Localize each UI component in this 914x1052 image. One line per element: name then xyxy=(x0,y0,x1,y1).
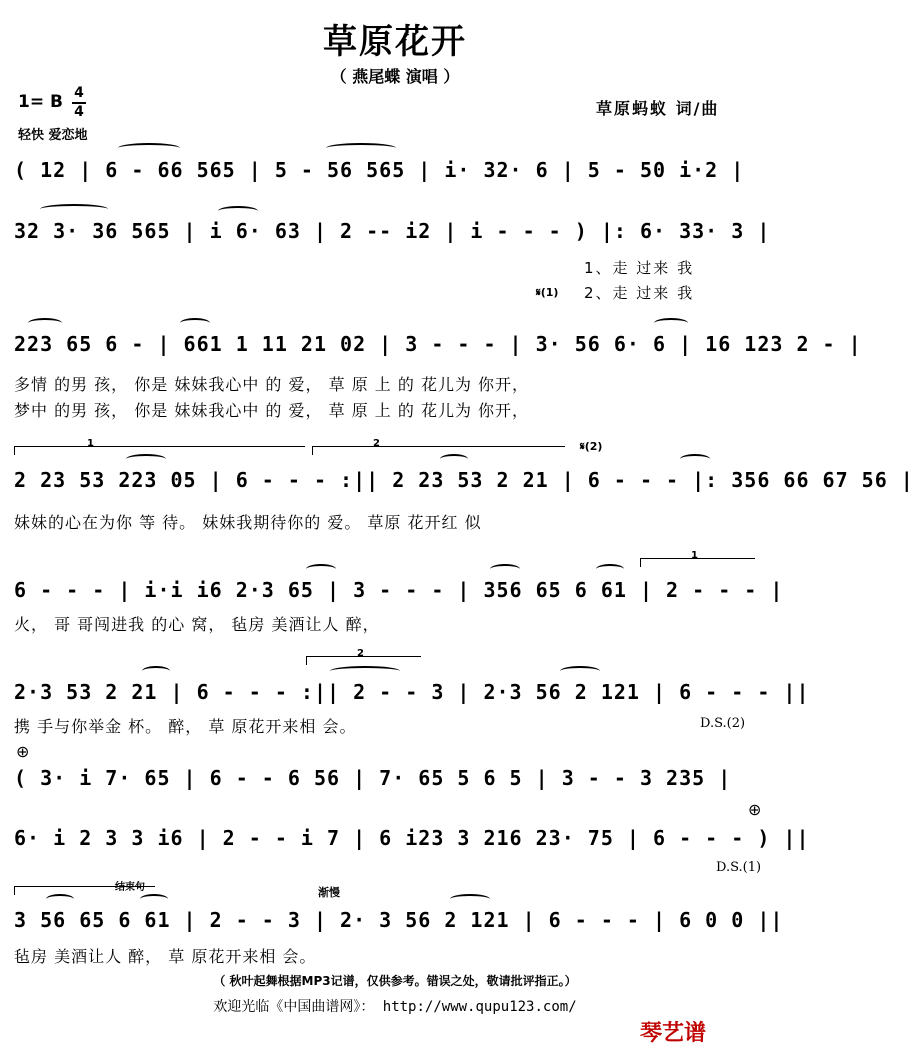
slur-mark xyxy=(218,206,258,216)
slur-mark xyxy=(654,318,688,328)
logo-brand: 琴艺谱 xyxy=(640,1021,707,1046)
slur-mark xyxy=(126,454,166,464)
lyric-line: 毡房 美酒让人 醉， 草 原花开来相 会。 xyxy=(14,947,317,966)
volta-bracket-2: 2 xyxy=(312,446,565,455)
lyric-line: 梦中 的男 孩， 你是 妹妹我心中 的 爱， 草 原 上 的 花儿为 你开， xyxy=(14,401,530,420)
lyric-line: 火， 哥 哥闯进我 的心 窝， 毡房 美酒让人 醉， xyxy=(14,615,380,634)
slur-mark xyxy=(28,318,62,328)
key-signature: 1= B xyxy=(18,92,63,112)
volta-bracket-1: 1 xyxy=(640,558,755,567)
slur-mark xyxy=(330,666,400,676)
slur-mark xyxy=(490,564,520,574)
coda-icon: ⊕ xyxy=(748,800,762,819)
slur-mark xyxy=(450,894,490,904)
lyric-line: 多情 的男 孩， 你是 妹妹我心中 的 爱， 草 原 上 的 花儿为 你开， xyxy=(14,375,530,394)
score-row-9: 3 56 65 6 61 | 2 - - 3 | 2· 3 56 2 121 | 6 - - - | 6 0 0 || xyxy=(14,908,784,932)
time-signature xyxy=(72,86,86,120)
segno-mark-2: 𝄋(2) xyxy=(580,440,603,453)
score-row-3: 223 65 6 - | 661 1 11 21 02 | 3 - - - | 3· 56 6· 6 | 16 123 2 - | xyxy=(14,332,862,356)
meter-bottom: 4 xyxy=(74,104,84,120)
score-row-2: 32 3· 36 565 | i 6· 63 | 2 -- i2 | i - - - ) |: 6· 33· 3 | xyxy=(14,219,771,243)
slur-mark xyxy=(596,564,624,574)
slur-mark xyxy=(142,666,170,676)
volta-bracket-2: 2 xyxy=(306,656,421,665)
score-row-6: 2·3 53 2 21 | 6 - - - :|| 2 - - 3 | 2·3 56 2 121 | 6 - - - || xyxy=(14,680,810,704)
lyric-line: 妹妹的心在为你 等 待。 妹妹我期待你的 爱。 草原 花开红 似 xyxy=(14,513,482,532)
composer-credit: 草原蚂蚁 词/曲 xyxy=(596,99,720,118)
slur-mark xyxy=(560,666,600,676)
slur-mark xyxy=(46,894,74,904)
tempo-change: 渐慢 xyxy=(318,886,340,899)
meter-top: 4 xyxy=(74,85,84,101)
slur-mark xyxy=(440,454,468,464)
score-row-8: 6· i 2 3 3 i6 | 2 - - i 7 | 6 i23 3 216 23· 75 | 6 - - - ) || xyxy=(14,826,810,850)
slur-mark xyxy=(680,454,710,464)
slur-mark xyxy=(40,204,108,214)
lyric-line: 携 手与你举金 杯。 醉， 草 原花开来相 会。 xyxy=(14,717,357,736)
da-segno-2: D.S.(2) xyxy=(700,716,746,731)
score-row-5: 6 - - - | i·i i6 2·3 65 | 3 - - - | 356 65 6 61 | 2 - - - | xyxy=(14,578,784,602)
slur-mark xyxy=(306,564,336,574)
slur-mark xyxy=(180,318,210,328)
da-segno-1: D.S.(1) xyxy=(716,860,762,875)
coda-icon: ⊕ xyxy=(16,742,30,761)
score-row-4: 2 23 53 223 05 | 6 - - - :|| 2 23 53 2 21 | 6 - - - |: 356 66 67 56 | xyxy=(14,468,914,492)
score-row-1: ( 12 | 6 - 66 565 | 5 - 56 565 | i· 32· 6 | 5 - 50 i·2 | xyxy=(14,158,745,182)
slur-mark xyxy=(118,143,180,153)
website-line: 欢迎光临《中国曲谱网》： http://www.qupu123.com/ xyxy=(213,999,577,1015)
ending-bracket: 结束句 xyxy=(14,886,155,895)
segno-mark-1: 𝄋(1) xyxy=(536,286,559,299)
song-subtitle: （ 燕尾蝶 演唱 ） xyxy=(330,67,460,86)
song-title: 草原花开 xyxy=(323,22,467,62)
verse-number-1: 1、走 过来 我 xyxy=(584,259,695,277)
volta-bracket-1: 1 xyxy=(14,446,305,455)
tempo-marking: 轻快 爱恋地 xyxy=(18,128,88,143)
score-row-7: ( 3· i 7· 65 | 6 - - 6 56 | 7· 65 5 6 5 | 3 - - 3 235 | xyxy=(14,766,732,790)
slur-mark xyxy=(326,143,396,153)
slur-mark xyxy=(140,894,168,904)
verse-number-2: 2、走 过来 我 xyxy=(584,284,695,302)
transcription-note: （ 秋叶起舞根据MP3记谱，仅供参考。错误之处，敬请批评指正。） xyxy=(213,974,577,988)
